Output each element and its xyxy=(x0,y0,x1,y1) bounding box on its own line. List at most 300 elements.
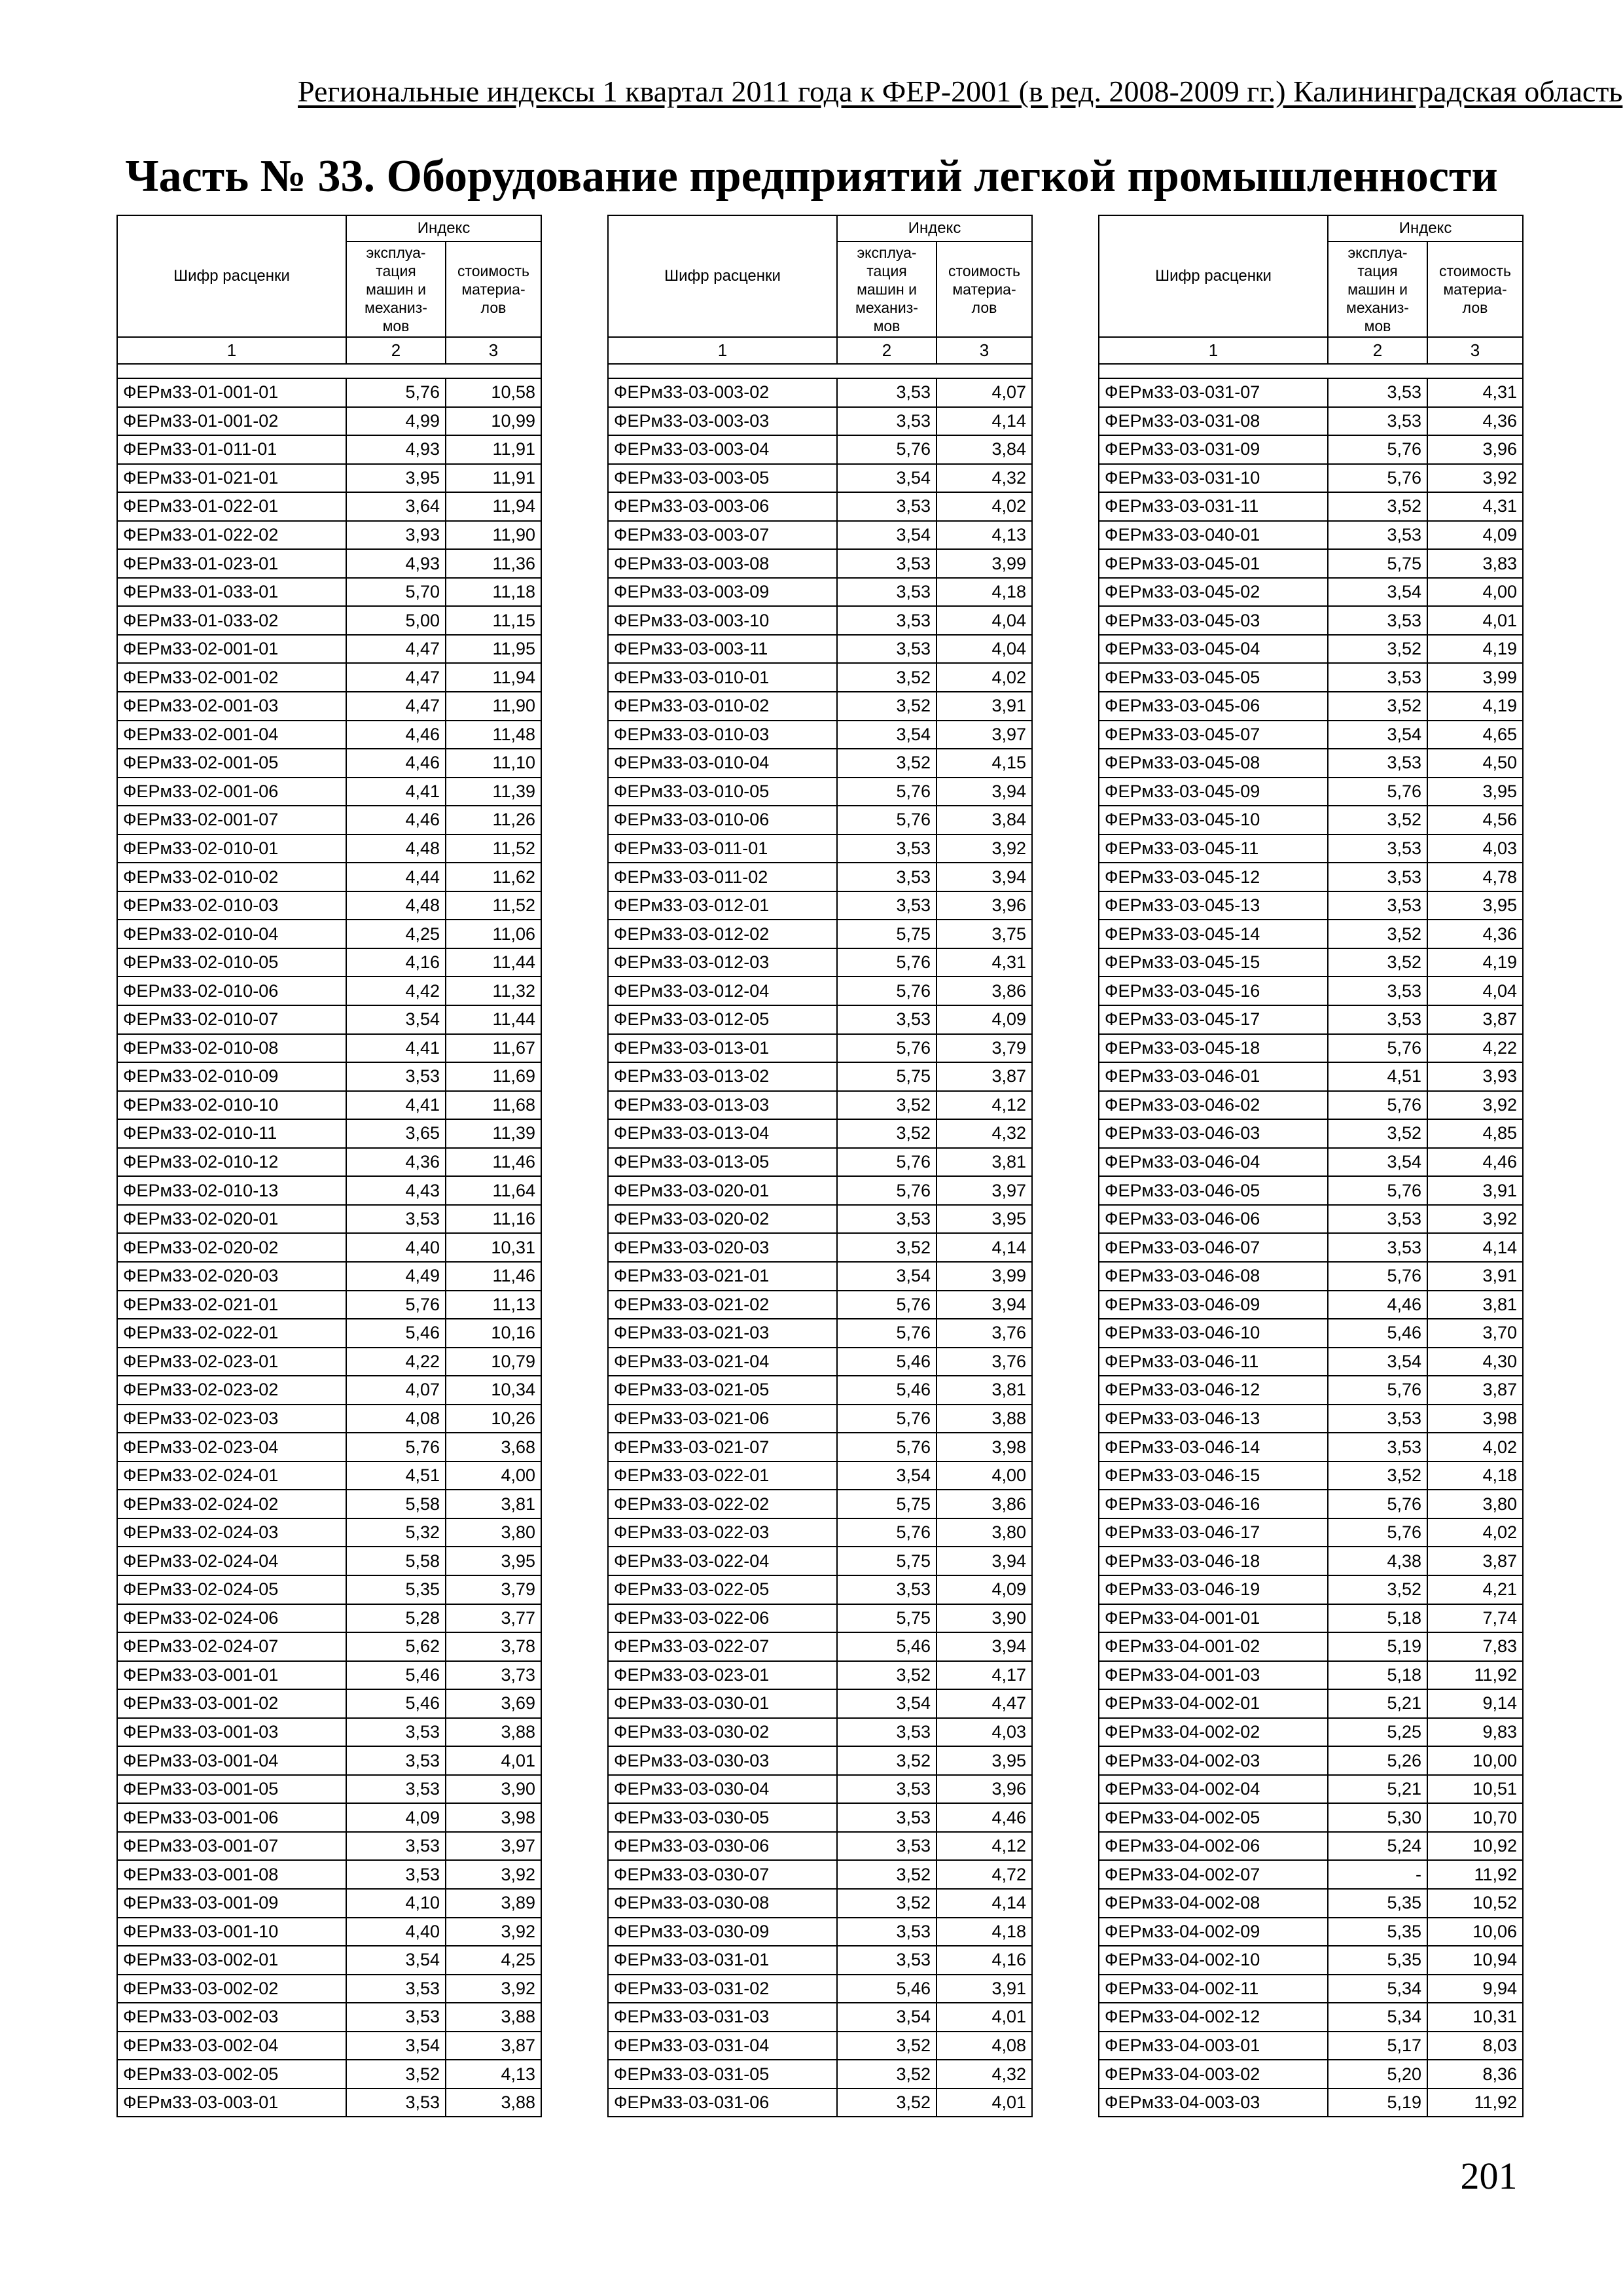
gap-cell xyxy=(608,364,1032,378)
machines-index-cell: 3,52 xyxy=(837,2089,936,2117)
table-row xyxy=(117,977,541,1005)
rate-code-cell: ФЕРм33-03-003-01 xyxy=(117,2089,346,2117)
rate-code-cell: ФЕРм33-02-024-03 xyxy=(117,1518,346,1547)
materials-index-cell: 3,79 xyxy=(936,1034,1032,1063)
table-row xyxy=(1099,948,1523,977)
materials-index-cell: 10,34 xyxy=(446,1376,541,1405)
table-row xyxy=(117,492,541,521)
rate-code-cell: ФЕРм33-01-033-01 xyxy=(117,578,346,607)
rate-code-cell: ФЕРм33-03-003-05 xyxy=(608,464,837,493)
rate-code-cell: ФЕРм33-03-010-01 xyxy=(608,663,837,692)
rate-code-cell: ФЕРм33-03-046-14 xyxy=(1099,1433,1328,1462)
materials-index-cell: 3,95 xyxy=(936,1746,1032,1775)
machines-index-cell: 3,52 xyxy=(1328,692,1427,721)
machines-index-cell: 5,19 xyxy=(1328,2089,1427,2117)
machines-column-header: эксплуа- тация машин и механиз- мов xyxy=(346,242,446,337)
machines-index-cell: 5,46 xyxy=(346,1661,446,1690)
table-row xyxy=(1099,1575,1523,1604)
rate-code-cell: ФЕРм33-03-046-18 xyxy=(1099,1547,1328,1575)
rate-code-cell: ФЕРм33-04-002-07 xyxy=(1099,1860,1328,1889)
materials-index-cell: 11,52 xyxy=(446,891,541,920)
materials-index-cell: 4,31 xyxy=(936,948,1032,977)
materials-index-cell: 11,95 xyxy=(446,635,541,664)
table-row xyxy=(117,635,541,664)
machines-index-cell: 5,70 xyxy=(346,578,446,607)
materials-index-cell: 11,91 xyxy=(446,464,541,493)
code-column-header: Шифр расценки xyxy=(1099,215,1328,337)
machines-index-cell: 4,44 xyxy=(346,863,446,891)
machines-index-cell: 5,76 xyxy=(837,977,936,1005)
table-row xyxy=(117,834,541,863)
materials-index-cell: 11,92 xyxy=(1427,2089,1523,2117)
rate-code-cell: ФЕРм33-02-010-06 xyxy=(117,977,346,1005)
rate-code-cell: ФЕРм33-03-001-10 xyxy=(117,1918,346,1946)
machines-index-cell: 5,76 xyxy=(837,1518,936,1547)
rate-code-cell: ФЕРм33-03-021-05 xyxy=(608,1376,837,1405)
machines-index-cell: 5,75 xyxy=(837,920,936,948)
machines-index-cell: 3,53 xyxy=(837,1718,936,1747)
rate-code-cell: ФЕРм33-04-002-08 xyxy=(1099,1889,1328,1918)
rate-code-cell: ФЕРм33-03-030-09 xyxy=(608,1918,837,1946)
table-row xyxy=(608,1575,1032,1604)
rate-code-cell: ФЕРм33-03-020-03 xyxy=(608,1233,837,1262)
rate-code-cell: ФЕРм33-03-012-05 xyxy=(608,1005,837,1034)
materials-index-cell: 3,97 xyxy=(446,1832,541,1861)
table-row xyxy=(117,1547,541,1575)
materials-index-cell: 3,83 xyxy=(1427,549,1523,578)
table-row xyxy=(117,1034,541,1063)
rate-code-cell: ФЕРм33-04-002-09 xyxy=(1099,1918,1328,1946)
table-row xyxy=(608,407,1032,436)
machines-index-cell: 3,53 xyxy=(346,2003,446,2032)
rate-code-cell: ФЕРм33-03-030-02 xyxy=(608,1718,837,1747)
machines-index-cell: 3,53 xyxy=(346,1775,446,1804)
rate-code-cell: ФЕРм33-03-031-09 xyxy=(1099,435,1328,464)
materials-index-cell: 3,81 xyxy=(936,1148,1032,1177)
table-row xyxy=(608,948,1032,977)
rate-code-cell: ФЕРм33-03-045-18 xyxy=(1099,1034,1328,1063)
machines-index-cell: 3,54 xyxy=(837,1262,936,1291)
machines-index-cell: 5,46 xyxy=(346,1319,446,1348)
materials-index-cell: 11,94 xyxy=(446,492,541,521)
table-row xyxy=(608,1319,1032,1348)
machines-index-cell: 5,76 xyxy=(837,1433,936,1462)
materials-index-cell: 4,21 xyxy=(1427,1575,1523,1604)
machines-index-cell: 5,18 xyxy=(1328,1604,1427,1633)
machines-index-cell: 4,41 xyxy=(346,1034,446,1063)
rate-code-cell: ФЕРм33-04-001-01 xyxy=(1099,1604,1328,1633)
table-row xyxy=(117,891,541,920)
materials-index-cell: 3,78 xyxy=(446,1632,541,1661)
machines-index-cell: 3,53 xyxy=(1328,1005,1427,1034)
rate-code-cell: ФЕРм33-03-022-03 xyxy=(608,1518,837,1547)
materials-index-cell: 10,99 xyxy=(446,407,541,436)
table-row xyxy=(1099,1689,1523,1718)
table-row xyxy=(1099,1405,1523,1433)
rate-code-cell: ФЕРм33-01-021-01 xyxy=(117,464,346,493)
table-row xyxy=(608,920,1032,948)
table-row xyxy=(117,1233,541,1262)
machines-index-cell: 5,76 xyxy=(837,1176,936,1205)
rate-code-cell: ФЕРм33-04-002-12 xyxy=(1099,2003,1328,2032)
machines-index-cell: 4,47 xyxy=(346,635,446,664)
column-number-row xyxy=(608,337,1032,364)
materials-index-cell: 4,08 xyxy=(936,2032,1032,2060)
rate-code-cell: ФЕРм33-03-046-10 xyxy=(1099,1319,1328,1348)
rate-code-cell: ФЕРм33-02-010-10 xyxy=(117,1091,346,1120)
materials-index-cell: 3,81 xyxy=(446,1490,541,1518)
materials-index-cell: 4,18 xyxy=(936,1918,1032,1946)
rate-code-cell: ФЕРм33-03-003-02 xyxy=(608,378,837,407)
machines-index-cell: 5,76 xyxy=(346,1433,446,1462)
table-row xyxy=(608,464,1032,493)
machines-index-cell: 3,53 xyxy=(346,1205,446,1234)
materials-index-cell: 3,95 xyxy=(1427,778,1523,806)
materials-index-cell: 4,72 xyxy=(936,1860,1032,1889)
table-row xyxy=(608,1176,1032,1205)
rate-code-cell: ФЕРм33-02-010-07 xyxy=(117,1005,346,1034)
rate-code-cell: ФЕРм33-02-001-03 xyxy=(117,692,346,721)
page-title: Часть № 33. Оборудование предприятий легкой промышленности xyxy=(125,151,1498,202)
rate-code-cell: ФЕРм33-03-010-05 xyxy=(608,778,837,806)
rate-code-cell: ФЕРм33-03-031-02 xyxy=(608,1975,837,2003)
machines-index-cell: 5,00 xyxy=(346,606,446,635)
rate-code-cell: ФЕРм33-03-022-05 xyxy=(608,1575,837,1604)
rate-code-cell: ФЕРм33-03-046-13 xyxy=(1099,1405,1328,1433)
machines-index-cell: 3,53 xyxy=(837,549,936,578)
rate-code-cell: ФЕРм33-03-013-01 xyxy=(608,1034,837,1063)
materials-index-cell: 11,18 xyxy=(446,578,541,607)
rate-code-cell: ФЕРм33-02-023-04 xyxy=(117,1433,346,1462)
materials-index-cell: 3,99 xyxy=(1427,663,1523,692)
table-row xyxy=(608,549,1032,578)
table-row xyxy=(1099,1718,1523,1747)
materials-index-cell: 3,80 xyxy=(446,1518,541,1547)
rate-code-cell: ФЕРм33-03-046-01 xyxy=(1099,1062,1328,1091)
table-row xyxy=(117,778,541,806)
materials-index-cell: 10,70 xyxy=(1427,1803,1523,1832)
rate-code-cell: ФЕРм33-04-002-05 xyxy=(1099,1803,1328,1832)
materials-index-cell: 4,03 xyxy=(1427,834,1523,863)
materials-index-cell: 4,30 xyxy=(1427,1348,1523,1376)
table-row xyxy=(608,1233,1032,1262)
code-column-header: Шифр расценки xyxy=(608,215,837,337)
materials-index-cell: 10,31 xyxy=(1427,2003,1523,2032)
machines-index-cell: 5,76 xyxy=(1328,1376,1427,1405)
rate-code-cell: ФЕРм33-02-022-01 xyxy=(117,1319,346,1348)
materials-index-cell: 4,02 xyxy=(936,492,1032,521)
rate-code-cell: ФЕРм33-03-013-02 xyxy=(608,1062,837,1091)
table-row xyxy=(608,1718,1032,1747)
index-column-header: Индекс xyxy=(1328,215,1523,242)
materials-index-cell: 4,01 xyxy=(446,1746,541,1775)
rate-code-cell: ФЕРм33-02-010-03 xyxy=(117,891,346,920)
rate-code-cell: ФЕРм33-03-002-05 xyxy=(117,2060,346,2089)
table-row xyxy=(608,692,1032,721)
materials-index-cell: 3,84 xyxy=(936,435,1032,464)
table-row xyxy=(608,977,1032,1005)
machines-index-cell: 4,10 xyxy=(346,1889,446,1918)
machines-index-cell: 5,46 xyxy=(837,1376,936,1405)
machines-index-cell: 4,47 xyxy=(346,692,446,721)
rate-code-cell: ФЕРм33-03-031-01 xyxy=(608,1946,837,1975)
table-row xyxy=(608,435,1032,464)
table-row xyxy=(117,1119,541,1148)
table-row xyxy=(1099,1661,1523,1690)
rate-code-cell: ФЕРм33-03-010-03 xyxy=(608,721,837,749)
table-row xyxy=(1099,1775,1523,1804)
materials-index-cell: 9,83 xyxy=(1427,1718,1523,1747)
table-row xyxy=(1099,1518,1523,1547)
table-row xyxy=(117,806,541,834)
table-row xyxy=(117,1604,541,1633)
table-row xyxy=(608,806,1032,834)
table-row xyxy=(1099,1176,1523,1205)
machines-index-cell: 4,40 xyxy=(346,1918,446,1946)
column-number: 2 xyxy=(837,337,936,364)
materials-index-cell: 11,64 xyxy=(446,1176,541,1205)
table-row xyxy=(1099,464,1523,493)
table-row xyxy=(117,1918,541,1946)
rate-code-cell: ФЕРм33-03-031-05 xyxy=(608,2060,837,2089)
materials-index-cell: 3,92 xyxy=(1427,464,1523,493)
materials-index-cell: 3,97 xyxy=(936,1176,1032,1205)
materials-index-cell: 4,02 xyxy=(1427,1433,1523,1462)
rate-code-cell: ФЕРм33-03-022-04 xyxy=(608,1547,837,1575)
machines-index-cell: 3,53 xyxy=(837,834,936,863)
materials-index-cell: 10,51 xyxy=(1427,1775,1523,1804)
table-row xyxy=(117,1319,541,1348)
rate-code-cell: ФЕРм33-02-023-03 xyxy=(117,1405,346,1433)
materials-index-cell: 11,16 xyxy=(446,1205,541,1234)
table-row xyxy=(117,1803,541,1832)
machines-index-cell: 4,43 xyxy=(346,1176,446,1205)
table-row xyxy=(608,1348,1032,1376)
table-row xyxy=(608,521,1032,550)
table-row xyxy=(1099,492,1523,521)
table-row xyxy=(117,721,541,749)
table-row xyxy=(1099,1632,1523,1661)
rate-code-cell: ФЕРм33-03-011-01 xyxy=(608,834,837,863)
rate-code-cell: ФЕРм33-03-002-01 xyxy=(117,1946,346,1975)
materials-index-cell: 4,13 xyxy=(936,521,1032,550)
machines-index-cell: 4,46 xyxy=(346,721,446,749)
rate-code-cell: ФЕРм33-03-046-19 xyxy=(1099,1575,1328,1604)
table-row xyxy=(608,1376,1032,1405)
materials-index-cell: 3,68 xyxy=(446,1433,541,1462)
rate-code-cell: ФЕРм33-03-021-04 xyxy=(608,1348,837,1376)
materials-index-cell: 3,88 xyxy=(446,1718,541,1747)
rate-code-cell: ФЕРм33-03-045-01 xyxy=(1099,549,1328,578)
rate-code-cell: ФЕРм33-03-046-12 xyxy=(1099,1376,1328,1405)
rate-code-cell: ФЕРм33-03-040-01 xyxy=(1099,521,1328,550)
rate-code-cell: ФЕРм33-01-022-01 xyxy=(117,492,346,521)
materials-index-cell: 4,25 xyxy=(446,1946,541,1975)
rate-code-cell: ФЕРм33-03-045-11 xyxy=(1099,834,1328,863)
table-row xyxy=(117,606,541,635)
materials-index-cell: 4,32 xyxy=(936,2060,1032,2089)
rate-code-cell: ФЕРм33-03-001-01 xyxy=(117,1661,346,1690)
table-row xyxy=(608,1946,1032,1975)
rate-code-cell: ФЕРм33-03-020-02 xyxy=(608,1205,837,1234)
rate-code-cell: ФЕРм33-03-012-03 xyxy=(608,948,837,977)
machines-index-cell: 3,52 xyxy=(837,1119,936,1148)
machines-index-cell: 3,53 xyxy=(346,1860,446,1889)
machines-index-cell: 3,54 xyxy=(346,2032,446,2060)
rate-code-cell: ФЕРм33-02-023-02 xyxy=(117,1376,346,1405)
rate-code-cell: ФЕРм33-03-046-15 xyxy=(1099,1462,1328,1490)
table-row xyxy=(608,1490,1032,1518)
table-row xyxy=(608,606,1032,635)
rate-code-cell: ФЕРм33-02-020-03 xyxy=(117,1262,346,1291)
rate-code-cell: ФЕРм33-03-021-03 xyxy=(608,1319,837,1348)
table-row xyxy=(608,635,1032,664)
table-row xyxy=(608,578,1032,607)
table-row xyxy=(608,1062,1032,1091)
rate-code-cell: ФЕРм33-03-030-08 xyxy=(608,1889,837,1918)
rate-code-cell: ФЕРм33-02-010-05 xyxy=(117,948,346,977)
machines-index-cell: 4,25 xyxy=(346,920,446,948)
materials-index-cell: 3,96 xyxy=(1427,435,1523,464)
machines-index-cell: 5,76 xyxy=(837,1405,936,1433)
materials-index-cell: 4,15 xyxy=(936,749,1032,778)
materials-index-cell: 3,81 xyxy=(936,1376,1032,1405)
materials-index-cell: 11,15 xyxy=(446,606,541,635)
table-row xyxy=(1099,549,1523,578)
machines-index-cell: 5,76 xyxy=(837,1291,936,1319)
machines-index-cell: 3,52 xyxy=(346,2060,446,2089)
table-row xyxy=(1099,1005,1523,1034)
materials-column-header: стоимость материа- лов xyxy=(936,242,1032,337)
machines-index-cell: 5,35 xyxy=(346,1575,446,1604)
table-row xyxy=(117,1462,541,1490)
table-row xyxy=(117,1176,541,1205)
rate-code-cell: ФЕРм33-02-001-06 xyxy=(117,778,346,806)
rate-code-cell: ФЕРм33-03-045-03 xyxy=(1099,606,1328,635)
rate-code-cell: ФЕРм33-03-046-04 xyxy=(1099,1148,1328,1177)
machines-index-cell: 5,35 xyxy=(1328,1889,1427,1918)
rate-code-cell: ФЕРм33-04-003-01 xyxy=(1099,2032,1328,2060)
materials-index-cell: 10,52 xyxy=(1427,1889,1523,1918)
materials-index-cell: 3,91 xyxy=(936,692,1032,721)
machines-index-cell: 5,19 xyxy=(1328,1632,1427,1661)
materials-index-cell: 3,86 xyxy=(936,977,1032,1005)
materials-index-cell: 3,94 xyxy=(936,1547,1032,1575)
materials-index-cell: 8,36 xyxy=(1427,2060,1523,2089)
column-number-row xyxy=(1099,337,1523,364)
rate-code-cell: ФЕРм33-03-002-02 xyxy=(117,1975,346,2003)
materials-index-cell: 3,86 xyxy=(936,1490,1032,1518)
machines-index-cell: 3,53 xyxy=(1328,891,1427,920)
rate-code-cell: ФЕРм33-03-046-17 xyxy=(1099,1518,1328,1547)
machines-index-cell: 3,52 xyxy=(837,1661,936,1690)
rate-code-cell: ФЕРм33-03-001-09 xyxy=(117,1889,346,1918)
rate-code-cell: ФЕРм33-02-010-13 xyxy=(117,1176,346,1205)
materials-index-cell: 4,19 xyxy=(1427,692,1523,721)
rate-code-cell: ФЕРм33-03-003-07 xyxy=(608,521,837,550)
machines-index-cell: 5,76 xyxy=(346,378,446,407)
materials-index-cell: 3,75 xyxy=(936,920,1032,948)
machines-index-cell: 5,21 xyxy=(1328,1775,1427,1804)
materials-index-cell: 11,67 xyxy=(446,1034,541,1063)
machines-index-cell: 5,76 xyxy=(837,806,936,834)
materials-index-cell: 3,92 xyxy=(446,1918,541,1946)
rate-code-cell: ФЕРм33-02-001-07 xyxy=(117,806,346,834)
machines-index-cell: 5,76 xyxy=(837,1148,936,1177)
table-row xyxy=(1099,1348,1523,1376)
materials-index-cell: 11,94 xyxy=(446,663,541,692)
machines-index-cell: 5,35 xyxy=(1328,1946,1427,1975)
materials-index-cell: 11,46 xyxy=(446,1262,541,1291)
table-row xyxy=(117,1746,541,1775)
table-row xyxy=(1099,1918,1523,1946)
rate-code-cell: ФЕРм33-03-030-06 xyxy=(608,1832,837,1861)
materials-index-cell: 3,94 xyxy=(936,863,1032,891)
table-row xyxy=(117,1005,541,1034)
machines-index-cell: 3,54 xyxy=(346,1946,446,1975)
rate-code-cell: ФЕРм33-03-003-08 xyxy=(608,549,837,578)
machines-index-cell: 5,76 xyxy=(837,948,936,977)
rate-code-cell: ФЕРм33-04-001-02 xyxy=(1099,1632,1328,1661)
materials-index-cell: 10,94 xyxy=(1427,1946,1523,1975)
machines-index-cell: 3,53 xyxy=(1328,1433,1427,1462)
machines-index-cell: 4,46 xyxy=(346,749,446,778)
materials-index-cell: 3,92 xyxy=(446,1975,541,2003)
rate-code-cell: ФЕРм33-03-010-02 xyxy=(608,692,837,721)
materials-index-cell: 4,65 xyxy=(1427,721,1523,749)
table-row xyxy=(117,1718,541,1747)
machines-index-cell: 4,99 xyxy=(346,407,446,436)
machines-index-cell: 3,54 xyxy=(1328,1348,1427,1376)
table-row xyxy=(608,1803,1032,1832)
materials-index-cell: 3,84 xyxy=(936,806,1032,834)
machines-index-cell: 3,52 xyxy=(837,1091,936,1120)
materials-index-cell: 3,69 xyxy=(446,1689,541,1718)
rate-code-cell: ФЕРм33-03-030-01 xyxy=(608,1689,837,1718)
rate-code-cell: ФЕРм33-03-045-14 xyxy=(1099,920,1328,948)
rate-code-cell: ФЕРм33-03-022-02 xyxy=(608,1490,837,1518)
machines-index-cell: 3,54 xyxy=(1328,1148,1427,1177)
table-row xyxy=(1099,1262,1523,1291)
rate-code-cell: ФЕРм33-03-046-09 xyxy=(1099,1291,1328,1319)
machines-index-cell: 3,52 xyxy=(1328,1575,1427,1604)
machines-index-cell: 5,62 xyxy=(346,1632,446,1661)
machines-index-cell: 3,52 xyxy=(837,2032,936,2060)
materials-index-cell: 4,31 xyxy=(1427,492,1523,521)
rate-code-cell: ФЕРм33-01-022-02 xyxy=(117,521,346,550)
materials-index-cell: 4,31 xyxy=(1427,378,1523,407)
rate-code-cell: ФЕРм33-02-024-04 xyxy=(117,1547,346,1575)
machines-index-cell: 4,51 xyxy=(1328,1062,1427,1091)
rate-code-cell: ФЕРм33-03-031-06 xyxy=(608,2089,837,2117)
column-number: 3 xyxy=(446,337,541,364)
column-number-row xyxy=(117,337,541,364)
rate-code-cell: ФЕРм33-03-013-04 xyxy=(608,1119,837,1148)
materials-index-cell: 4,13 xyxy=(446,2060,541,2089)
table-row xyxy=(608,2003,1032,2032)
materials-index-cell: 7,83 xyxy=(1427,1632,1523,1661)
table-row xyxy=(608,2060,1032,2089)
header-row xyxy=(608,215,1032,242)
materials-index-cell: 10,06 xyxy=(1427,1918,1523,1946)
table-row xyxy=(117,1689,541,1718)
rate-code-cell: ФЕРм33-03-003-11 xyxy=(608,635,837,664)
rate-code-cell: ФЕРм33-04-002-01 xyxy=(1099,1689,1328,1718)
gap-cell xyxy=(1099,364,1523,378)
table-row xyxy=(1099,1034,1523,1063)
materials-index-cell: 3,88 xyxy=(446,2003,541,2032)
machines-index-cell: 3,53 xyxy=(346,1746,446,1775)
